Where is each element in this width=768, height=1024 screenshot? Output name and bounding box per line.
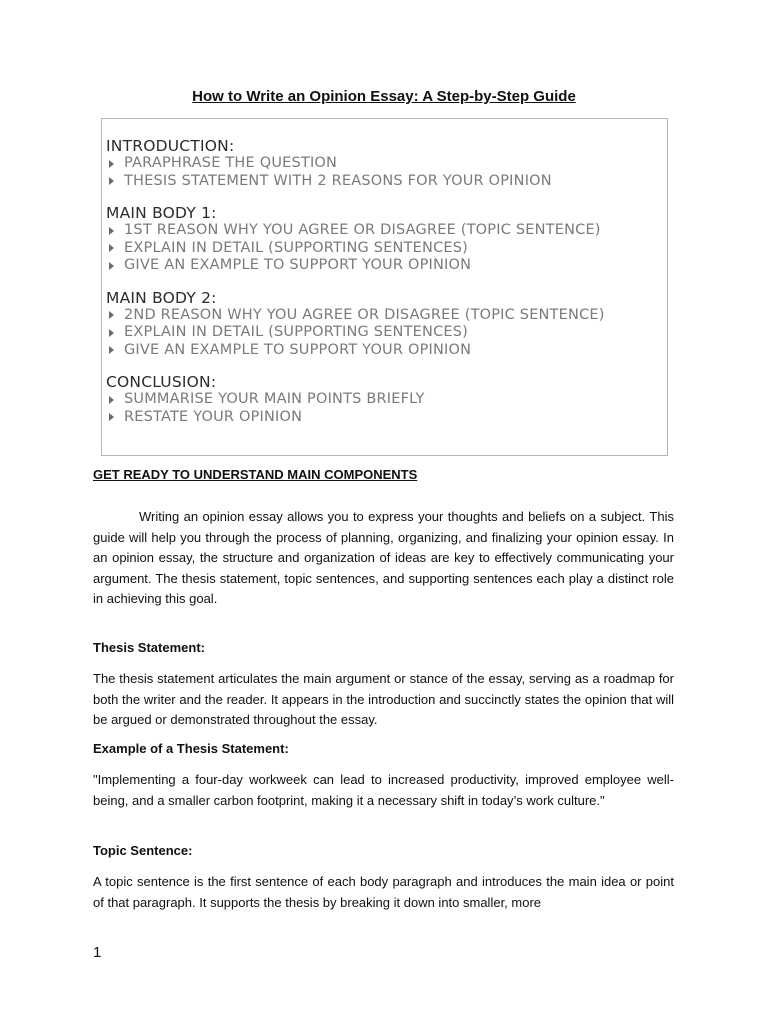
- triangle-bullet-icon: [109, 160, 114, 168]
- outline-item: 2ND REASON WHY YOU AGREE OR DISAGREE (TOPIC SENTENCE): [106, 307, 667, 325]
- outline-section-introduction: [106, 137, 667, 190]
- outline-section-conclusion: [106, 373, 667, 426]
- page-number: 1: [93, 944, 102, 961]
- example-paragraph: "Implementing a four-day workweek can lead to increased productivity, improved employee well-being, and a smaller carbon footprint, making it a necessary shift in today’s work culture.": [93, 772, 674, 808]
- triangle-bullet-icon: [109, 227, 114, 235]
- topic-paragraph: A topic sentence is the first sentence of each body paragraph and introduces the main idea or point of that paragraph. It supports the thesis by breaking it down into smaller, more: [93, 874, 674, 910]
- triangle-bullet-icon: [109, 329, 114, 337]
- essay-outline-image: [101, 118, 668, 456]
- triangle-bullet-icon: [109, 262, 114, 270]
- outline-item: 1ST REASON WHY YOU AGREE OR DISAGREE (TOPIC SENTENCE): [106, 222, 667, 240]
- outline-item: GIVE AN EXAMPLE TO SUPPORT YOUR OPINION: [106, 257, 667, 275]
- outline-heading: INTRODUCTION:: [106, 137, 235, 155]
- section-heading: GET READY TO UNDERSTAND MAIN COMPONENTS: [93, 467, 418, 482]
- topic-heading: Topic Sentence:: [93, 843, 193, 858]
- triangle-bullet-icon: [109, 346, 114, 354]
- outline-section-main-body-2: [106, 289, 667, 360]
- triangle-bullet-icon: [109, 177, 114, 185]
- document-title: How to Write an Opinion Essay: A Step-by-Step Guide: [192, 88, 576, 105]
- outline-item: PARAPHRASE THE QUESTION: [106, 155, 667, 173]
- triangle-bullet-icon: [109, 413, 114, 421]
- thesis-paragraph: The thesis statement articulates the main argument or stance of the essay, serving as a roadmap for both the writer and the reader. It appears in the introduction and succinctly states the opinion that will be argued or demonstrated throughout the essay.: [93, 671, 674, 728]
- triangle-bullet-icon: [109, 311, 114, 319]
- outline-item: THESIS STATEMENT WITH 2 REASONS FOR YOUR OPINION: [106, 173, 667, 191]
- outline-item: EXPLAIN IN DETAIL (SUPPORTING SENTENCES): [106, 324, 667, 342]
- outline-item: RESTATE YOUR OPINION: [106, 409, 667, 427]
- outline-item: GIVE AN EXAMPLE TO SUPPORT YOUR OPINION: [106, 342, 667, 360]
- thesis-heading: Thesis Statement:: [93, 640, 205, 655]
- outline-item: EXPLAIN IN DETAIL (SUPPORTING SENTENCES): [106, 240, 667, 258]
- outline-heading: CONCLUSION:: [106, 373, 217, 391]
- outline-section-main-body-1: [106, 204, 667, 275]
- outline-heading: MAIN BODY 2:: [106, 288, 217, 307]
- outline-item: SUMMARISE YOUR MAIN POINTS BRIEFLY: [106, 391, 667, 409]
- triangle-bullet-icon: [109, 244, 114, 252]
- intro-paragraph: Writing an opinion essay allows you to express your thoughts and beliefs on a subject. This guide will help you through the process of planning, organizing, and finalizing your opinion essay. In an opinion essay, the structure and organization of ideas are key to effectively communicating your argument. The thesis statement, topic sentences, and supporting sentences each play a distinct role in achieving this goal.: [93, 509, 674, 607]
- outline-heading: MAIN BODY 1:: [106, 204, 217, 222]
- triangle-bullet-icon: [109, 396, 114, 404]
- example-heading: Example of a Thesis Statement:: [93, 741, 289, 756]
